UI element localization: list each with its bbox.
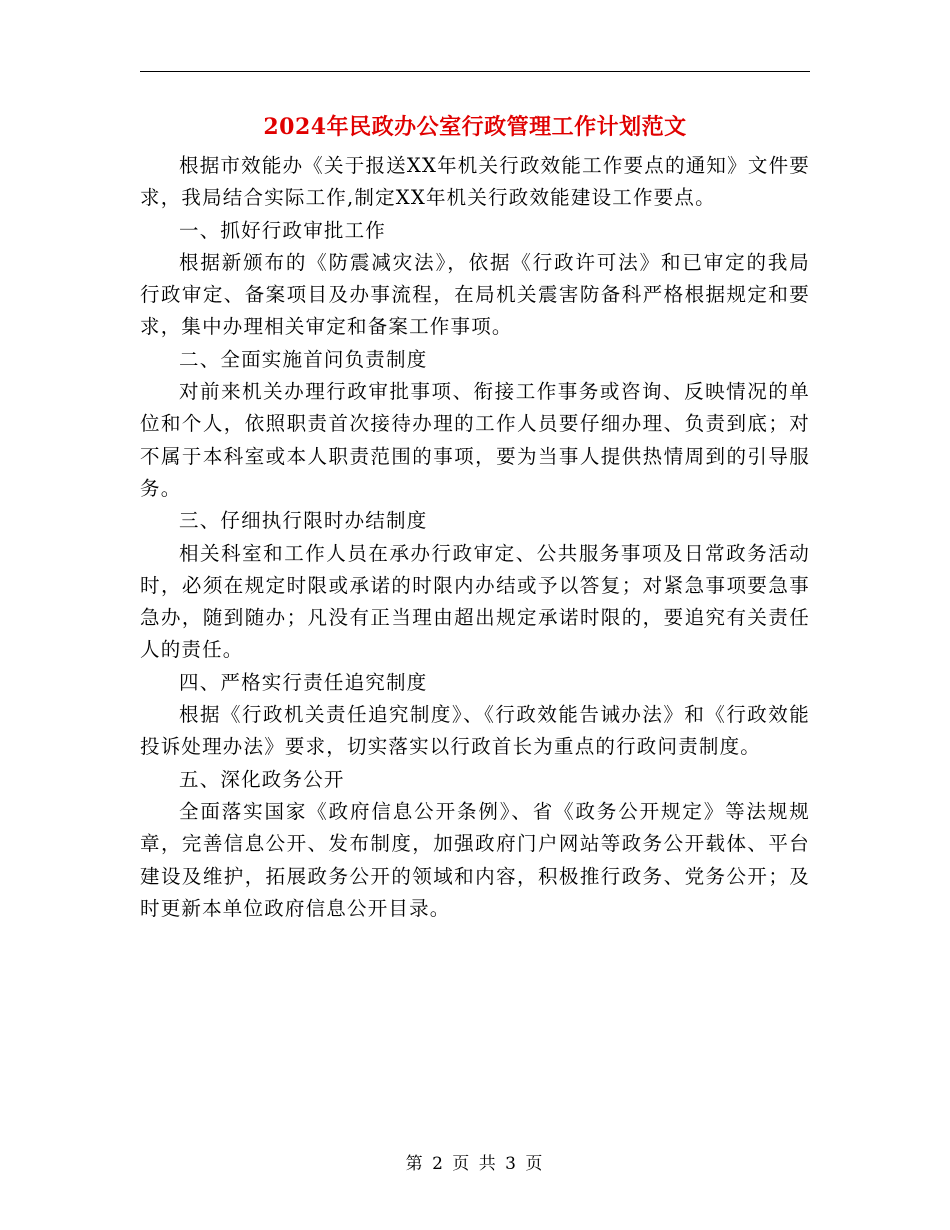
header-rule: [140, 71, 810, 72]
intro-paragraph: 根据市效能办《关于报送XX年机关行政效能工作要点的通知》文件要求，我局结合实际工作,制定XX年机关行政效能建设工作要点。: [140, 154, 810, 210]
section-heading-5: 五、深化政务公开: [179, 767, 345, 791]
section-paragraph-5: 全面落实国家《政府信息公开条例》、省《政务公开规定》等法规规章，完善信息公开、发布制度，加强政府门户网站等政务公开载体、平台建设及维护，拓展政务公开的领域和内容，积极推行政务、党务公开；及时更新本单位政府信息公开目录。: [140, 799, 810, 920]
section-heading-1: 一、抓好行政审批工作: [179, 218, 387, 242]
document-body: [140, 150, 810, 925]
section-paragraph-3: 相关科室和工作人员在承办行政审定、公共服务事项及日常政务活动时，必须在规定时限或承诺的时限内办结或予以答复；对紧急事项要急事急办，随到随办；凡没有正当理由超出规定承诺时限的，要追究有关责任人的责任。: [140, 541, 810, 662]
page-number-footer: 第 2 页 共 3 页: [405, 1154, 545, 1174]
section-heading-2: 二、全面实施首问负责制度: [179, 347, 428, 371]
section-heading-4: 四、严格实行责任追究制度: [179, 670, 428, 694]
section-paragraph-4: 根据《行政机关责任追究制度》、《行政效能告诫办法》和《行政效能投诉处理办法》要求，切实落实以行政首长为重点的行政问责制度。: [140, 703, 810, 759]
section-paragraph-2: 对前来机关办理行政审批事项、衔接工作事务或咨询、反映情况的单位和个人，依照职责首次接待办理的工作人员要仔细办理、负责到底；对不属于本科室或本人职责范围的事项，要为当事人提供热情周到的引导服务。: [140, 380, 810, 500]
section-paragraph-1: 根据新颁布的《防震减灾法》，依据《行政许可法》和已审定的我局行政审定、备案项目及办事流程，在局机关震害防备科严格根据规定和要求，集中办理相关审定和备案工作事项。: [140, 250, 810, 339]
section-heading-3: 三、仔细执行限时办结制度: [179, 509, 428, 533]
document-title: 2024年民政办公室行政管理工作计划范文: [263, 114, 687, 140]
